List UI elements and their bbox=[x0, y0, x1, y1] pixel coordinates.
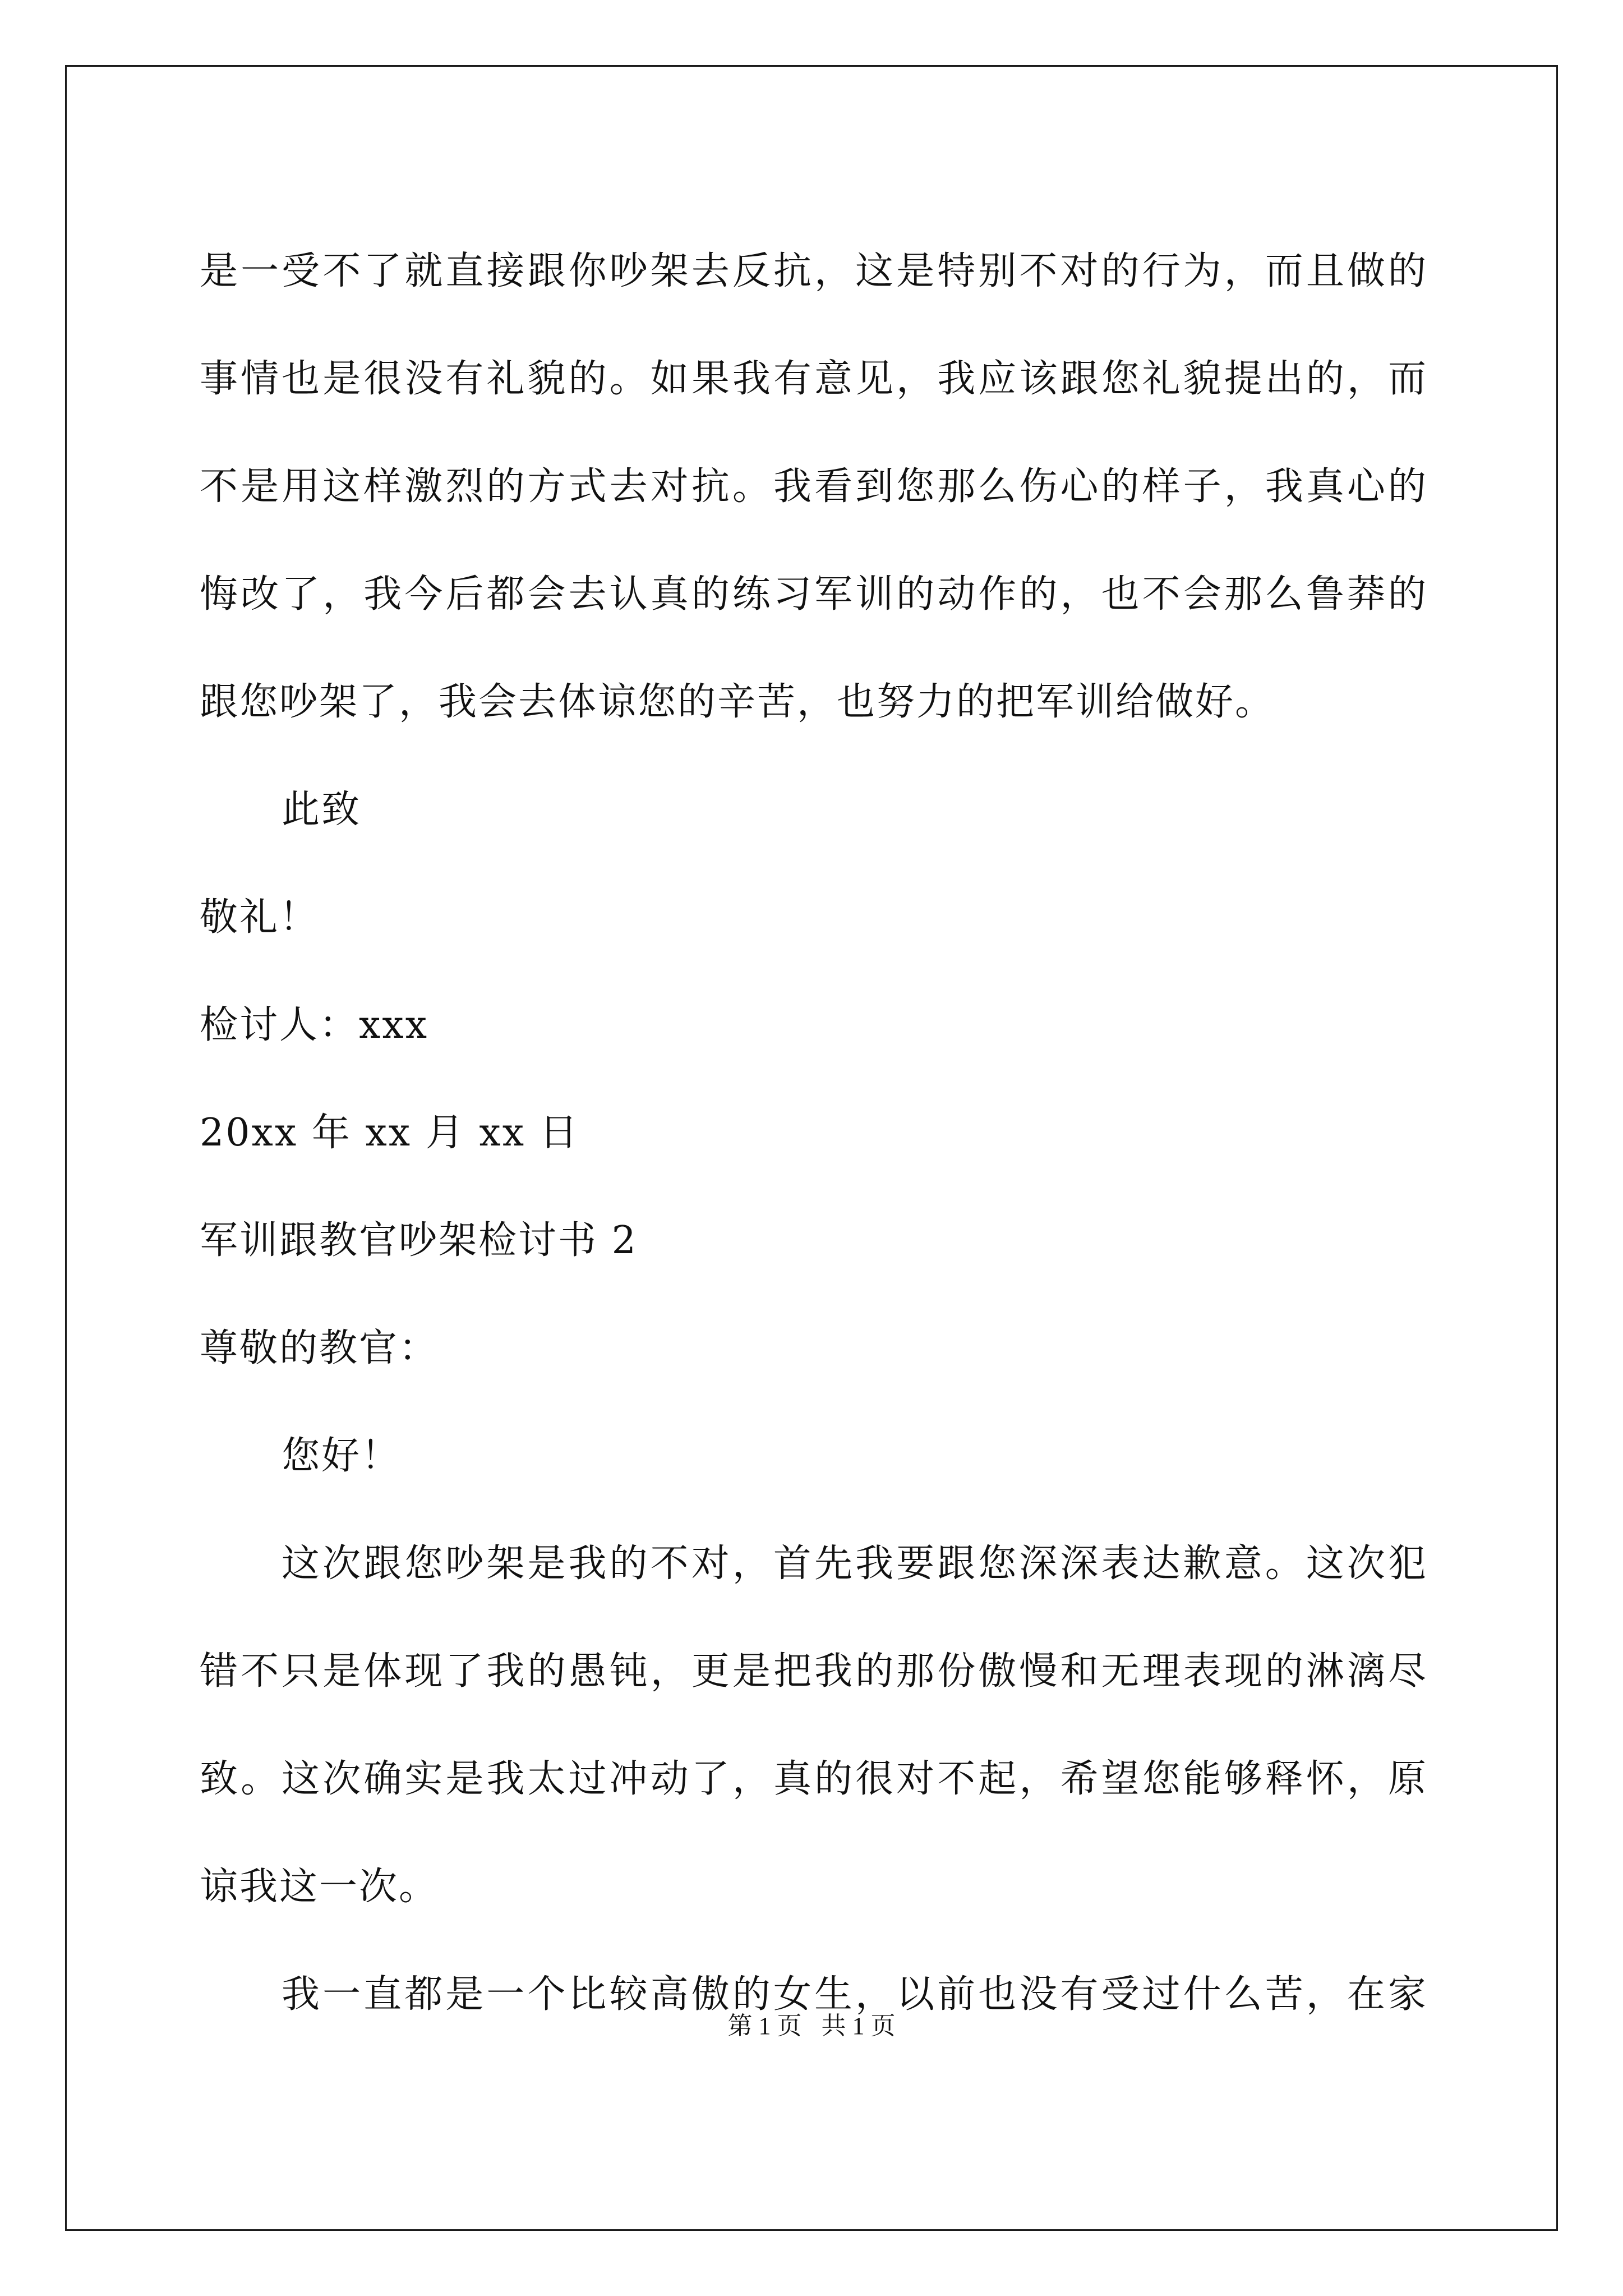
paragraph-line: 错不只是体现了我的愚钝，更是把我的那份傲慢和无理表现的淋漓尽 bbox=[200, 1649, 1428, 1694]
page-number: 第 1 页 bbox=[727, 2012, 802, 2040]
paragraph-line: 悔改了，我今后都会去认真的练习军训的动作的，也不会那么鲁莽的 bbox=[200, 572, 1428, 616]
paragraph-line: 我一直都是一个比较高傲的女生，以前也没有受过什么苦，在家 bbox=[282, 1972, 1428, 2017]
document-body bbox=[200, 218, 1428, 2049]
paragraph-line: 谅我这一次。 bbox=[200, 1865, 439, 1909]
closing-salutation: 此致 bbox=[282, 788, 362, 832]
closing-regards: 敬礼！ bbox=[200, 895, 320, 940]
greeting-hello: 您好！ bbox=[282, 1434, 402, 1478]
greeting-line: 尊敬的教官： bbox=[200, 1326, 439, 1370]
signature-line: 检讨人：xxx bbox=[200, 1003, 429, 1047]
paragraph-line: 致。这次确实是我太过冲动了，真的很对不起，希望您能够释怀，原 bbox=[200, 1757, 1428, 1801]
paragraph-line: 这次跟您吵架是我的不对，首先我要跟您深深表达歉意。这次犯 bbox=[282, 1542, 1428, 1586]
section-title: 军训跟教官吵架检讨书 2 bbox=[200, 1218, 638, 1263]
paragraph-line: 是一受不了就直接跟你吵架去反抗，这是特别不对的行为，而且做的 bbox=[200, 249, 1428, 293]
paragraph-line: 跟您吵架了，我会去体谅您的辛苦，也努力的把军训给做好。 bbox=[200, 680, 1275, 724]
page-footer bbox=[0, 2005, 1623, 2041]
date-line: 20xx 年 xx 月 xx 日 bbox=[200, 1111, 579, 1155]
paragraph-line: 不是用这样激烈的方式去对抗。我看到您那么伤心的样子，我真心的 bbox=[200, 464, 1428, 509]
paragraph-line: 事情也是很没有礼貌的。如果我有意见，我应该跟您礼貌提出的，而 bbox=[200, 357, 1428, 401]
page-total: 共 1 页 bbox=[821, 2012, 896, 2040]
